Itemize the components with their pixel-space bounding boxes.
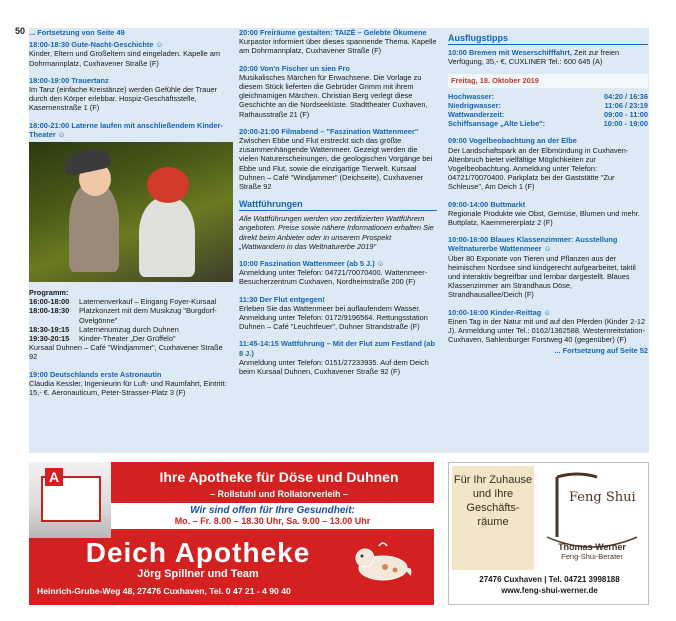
event <box>29 370 233 398</box>
event <box>29 40 233 68</box>
event-body: Kurpastor informiert über dieses spannende Thema. Kapelle am Dohrmannplatz, Cuxhavener Straße (F) <box>239 37 437 56</box>
event <box>239 28 437 56</box>
page-number: 50 <box>15 26 26 36</box>
event-body: Kinder, Eltern und Großeltern sind eingeladen. Kapelle am Dohrmannplatz, Cuxhavener Straße (F) <box>29 49 221 68</box>
pharmacy-ad <box>29 462 434 605</box>
ad-headline: Ihre Apotheke für Döse und Duhnen <box>159 469 399 485</box>
event-title: 20:00 Freiräume gestalten: TAIZÉ – Gelebte Ökumene <box>239 28 427 37</box>
watt-intro: Alle Wattführungen werden von zertifizierten Wattführern angeboten. Preise sowie nähere Informationen erhalten Sie direkt beim Anbieter oder in unserem Prospekt „Wattwandern in das Weltnaturerbe 2019" <box>239 214 434 251</box>
consultant-name: Thomas Werner <box>558 542 626 552</box>
event <box>239 259 437 287</box>
watt-section-title: Wattführungen <box>239 199 437 211</box>
event <box>448 48 648 66</box>
event-title: 09:00-14:00 Buttmarkt <box>448 199 526 209</box>
pharmacy-team: Jörg Spillner und Team <box>137 568 259 580</box>
event <box>448 136 648 191</box>
tide-row: Wattwanderzeit: 09:00 - 11:00 <box>448 110 648 120</box>
event-title: 18:00-19:00 Trauertanz <box>29 75 109 85</box>
event-title: 11:30 Der Flut entgegen! <box>239 294 325 304</box>
pharmacy-name: Deich Apotheke <box>85 537 311 568</box>
event-body: Über 80 Exponate von Tieren und Pflanzen aus der heimischen Nordsee sind kindgerecht aufgearbeitet, taktil und interaktiv begreifbar und lernbar dargestellt. Blaues Klassenzimmer am Strandhaus Döse, Strandhausallee/Deich (F) <box>448 253 636 300</box>
event-title: 10:00 Bremen mit Weserschifffahrt, <box>448 48 572 57</box>
ad-open-text: Wir sind offen für Ihre Gesundheit: <box>190 505 355 516</box>
event-body: Claudia Kessler, Ingenieurin für Luft- und Raumfahrt, Eintritt: 15,- €. Aeronauticum, Peter-Strasser-Platz 3 (F) <box>29 378 227 398</box>
ad-subheadline: – Rollstuhl und Rollatorverleih – <box>209 489 349 499</box>
actor-head <box>147 167 189 203</box>
event <box>239 295 437 332</box>
fengshui-brand: Feng Shui <box>569 490 636 505</box>
continued-from: ... Fortsetzung von Seite 49 <box>29 28 125 37</box>
event <box>239 127 437 191</box>
event-body: Anmeldung unter Telefon: 0151/27233935. Auf dem Deich beim Kursaal Duhnen, Cuxhavener Straße 92 (F) <box>239 357 429 377</box>
pharmacy-address: Heinrich-Grube-Weg 48, 27476 Cuxhaven, Tel. 0 47 21 - 4 90 40 <box>37 586 291 596</box>
ausflug-section-title: Ausflugstipps <box>448 33 648 45</box>
date-header: Freitag, 18. Oktober 2019 <box>448 74 648 87</box>
event <box>29 76 233 113</box>
event-title: 20:00-21:00 Filmabend – "Faszination Wattenmeer" <box>239 126 419 136</box>
tide-row: Niedrigwasser: 11:06 / 23:19 <box>448 100 648 110</box>
fengshui-slogan: Für Ihr Zuhause und Ihre Geschäfts-räume <box>453 474 533 528</box>
fengshui-ad <box>448 462 649 605</box>
tide-row: Schiffsansage „Alte Liebe": 10:00 - 19:00 <box>448 119 648 129</box>
tide-row: Hochwasser: 04:20 / 16:36 <box>448 91 648 101</box>
event <box>448 308 648 345</box>
event-title: 11:45-14:15 Wattführung – Mit der Flut zum Festland (ab 8 J.) <box>239 339 436 358</box>
actor-figure <box>139 197 195 277</box>
event-body: Zeit zur freien Verfügung, 35,- €, CUXLINER Tel.: 600 645 (A) <box>448 48 620 67</box>
event-body: Zwischen Ebbe und Flut erstreckt sich das größte zusammenhängende Wattenmeer. Gezeigt werden die vielen Naturerscheinungen, die geologischen Vorgänge bei Ebbe und Flut, sowie die einzigartige Tierwelt. Kursaal Duhnen – Café "Windjammer" (Deichseite), Cuxhavener Straße 92 <box>239 136 433 192</box>
event-title: 18:00-21:00 Laterne laufen mit anschließendem Kinder-Theater ☺ <box>29 120 223 139</box>
programm-row: 16:00-18:00 Laternenverkauf – Eingang Foyer-Kursaal <box>29 297 217 307</box>
programm-footer: Kursaal Duhnen – Café "Windjammer", Cuxhavener Straße 92 <box>29 343 223 362</box>
theater-photo <box>29 142 233 282</box>
seal-mascot-icon <box>349 540 415 584</box>
event-title: 19:00 Deutschlands erste Astronautin <box>29 369 162 379</box>
event-title: 10:00 Faszination Wattenmeer (ab 5 J.) ☺ <box>239 259 385 269</box>
event-title: 09:00 Vogelbeobachtung an der Elbe <box>448 136 577 146</box>
event-body: Einen Tag in der Natur mit und auf den Pferden (Kinder 2-12 J). Anmeldung unter Tel.: 0162/1362588. Westernreitstation-Cuxhaven, Sahlenburger Forstweg 40 (gegenüber) (F) <box>448 316 646 345</box>
fengshui-contact: 27476 Cuxhaven | Tel. 04721 3998188 www.feng-shui-werner.de <box>479 575 620 595</box>
event-title: 20:00 Von'n Fischer un sien Fro <box>239 63 350 73</box>
column-1 <box>29 28 233 405</box>
event-body: Im Tanz (einfache Kreistänze) werden Gefühle der Trauer durch den Körper erlebbar. Hospiz-Geschäftsstelle, Kasernenstraße 1 (F) <box>29 85 218 113</box>
programm-label: Programm: <box>29 288 69 298</box>
pharmacy-photo <box>29 462 111 538</box>
event-body: Der Landschaftspark an der Elbmündung in Cuxhaven-Altenbruch bietet vielfältige Möglichkeiten zur Vogelbeobachtung. Anmeldung unter Telefon: 04721/70070400. Parkplatz bei der Gaststätte "Zur Schleuse", Am Deich 1 (F) <box>448 145 629 192</box>
column-2 <box>239 28 437 384</box>
event <box>239 339 437 376</box>
event <box>29 121 233 139</box>
programm-row: 18:30-19:15 Laternenumzug durch Duhnen <box>29 324 179 334</box>
consultant-role: Feng-Shui-Berater <box>561 552 623 561</box>
programm-row: 18:00-18:30 Platzkonzert mit dem Musikzug "Burgdorf-Ovelgönne" <box>29 306 217 325</box>
event <box>448 200 648 228</box>
ad-hours-text: Mo. – Fr. 8.00 – 18.30 Uhr, Sa. 9.00 – 13.00 Uhr <box>174 516 371 526</box>
event-title: 18:00-18:30 Gute-Nacht-Geschichte ☺ <box>29 40 164 50</box>
event <box>239 64 437 119</box>
event-body: Regionale Produkte wie Obst, Gemüse, Blumen und mehr. Buttplatz, Kaemmererplatz 2 (F) <box>448 208 640 228</box>
continued-to: ... Fortsetzung auf Seite 52 <box>554 346 648 356</box>
column-3 <box>448 28 648 356</box>
event <box>448 235 648 299</box>
event-title: 10:00-16:00 Blaues Klassenzimmer: Ausstellung Weltnaturerbe Wattenmeer ☺ <box>448 235 618 254</box>
event-title: 10:00-16:00 Kinder-Reittag ☺ <box>448 307 551 317</box>
programm-row: 19:30-20:15 Kinder-Theater „Der Grüffelo" <box>29 334 176 344</box>
event-body: Erleben Sie das Wattenmeer bei auflaufendem Wasser. Anmeldung unter Telefon: 0172/9196564. Rettungsstation Duhnen – Café "Leuchtfeuer", Duhner Strandstraße (F) <box>239 303 428 332</box>
pharmacy-sign-icon: A <box>45 468 63 486</box>
event-body: Anmeldung unter Telefon: 04721/70070400. Wattenmeer-Besucherzentrum Cuxhaven, Nordheimstraße 200 (F) <box>239 268 428 287</box>
event-body: Musikalisches Märchen für Erwachsene. Die Vorlage zu diesem Stück lieferten die Gebrüder Grimm mit ihrem gleichnamigen Märchen. Christian Berg verlegt diese Geschichte an die Nordseeküste. Stadttheater Cuxhaven, Rathausstraße 21 (F) <box>239 72 428 119</box>
